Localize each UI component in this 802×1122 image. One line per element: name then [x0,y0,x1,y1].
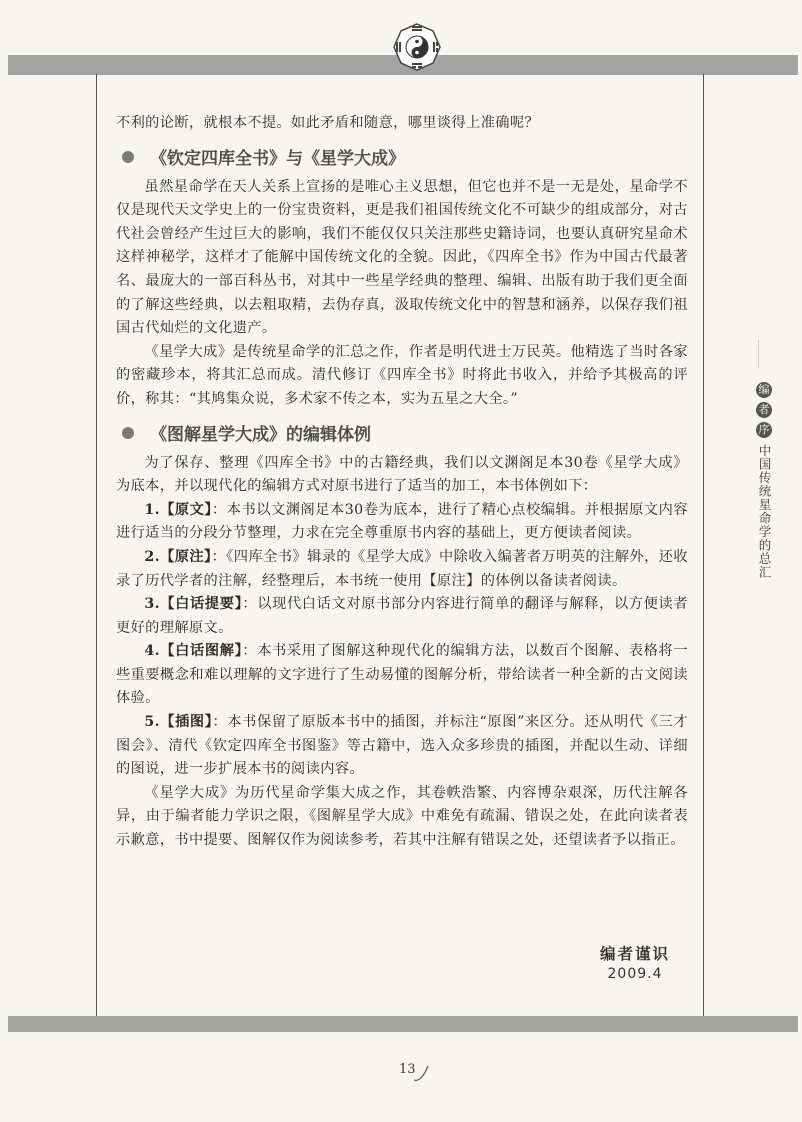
section-heading-2 [116,422,688,448]
list-item-5-label: 5.【插图】 [144,714,213,731]
section-heading-2-text: 《图解星学大成》的编辑体例 [150,424,371,445]
list-item-4-label: 4.【白话图解】 [144,643,243,660]
list-item-3 [116,593,688,640]
side-circle-2: 者 [756,402,772,418]
list-item-1-label: 1.【原文】 [144,501,213,518]
paragraph-1: 虽然星命学在天人关系上宣扬的是唯心主义思想，但它也并不是一无是处，星命学不仅是现代天文学史上的一份宝贵资料，更是我们祖国传统文化不可缺少的组成部分，对古代社会曾经产生过巨大的影响，我们不能仅仅只关注那些史籍诗词，也要认真研究星命术这样神秘学，这样才了能解中国传统文化的全貌。因此，《四库全书》作为中国古代最著名、最庞大的一部百科丛书，对其中一些星学经典的整理、编辑、出版有助于我们更全面的了解这些经典，以去粗取精，去伪存真，汲取传统文化中的智慧和涵养，以保存我们祖国古代灿烂的文化遗产。 [116,178,688,337]
signature-date: 2009.4 [607,966,663,982]
page-number-text: 13 [399,1062,416,1077]
list-item-1 [116,499,688,546]
list-item-3-label: 3.【白话提要】 [144,596,243,613]
list-item-5-text: ：本书保留了原版本书中的插图，并标注“原图”来区分。还从明代《三才图会》、清代《钦定四库全书图鉴》等古籍中，选入众多珍贵的插图，并配以生动、详细的图说，进一步扩展本书的阅读内容。 [116,714,688,778]
side-circle-3: 序 [756,422,772,438]
list-item-2-text: ：《四库全书》辑录的《星学大成》中除收入编著者万明英的注解外，还收录了历代学者的注解，经整理后，本书统一使用【原注】的体例以备读者阅读。 [116,548,688,589]
section-heading-1-text: 《钦定四库全书》与《星学大成》 [150,148,405,169]
signature-block [590,942,680,982]
side-title: 中国传统星命学的总汇 [757,444,772,579]
list-item-5 [116,711,688,782]
page-number-swash-icon [412,1062,430,1084]
signature-name: 编者谨识 [599,944,670,963]
bullet-icon [122,151,134,163]
footer-band [8,1016,798,1032]
list-item-4-text: ：本书采用了图解这种现代化的编辑方法，以数百个图解、表格将一些重要概念和难以理解的文字进行了生动易懂的图解分析，带给读者一种全新的古文阅读体验。 [116,643,688,707]
paragraph-3: 为了保存、整理《四库全书》中的古籍经典，我们以文渊阁足本30卷《星学大成》为底本，并以现代化的编辑方式对原书进行了适当的加工，本书体例如下： [116,454,688,495]
paragraph-intro: 不利的论断，就根本不提。如此矛盾和随意，哪里谈得上准确呢？ [116,115,540,131]
bullet-icon [122,427,134,439]
list-item-2-label: 2.【原注】 [144,548,212,565]
list-item-3-text: ：以现代白话文对原书部分内容进行简单的翻译与解释，以方便读者更好的理解原文。 [116,596,688,636]
section-heading-1 [116,146,688,172]
list-item-1-text: ：本书以文渊阁足本30卷为底本，进行了精心点校编辑。并根据原文内容进行适当的分段分节整理，力求在完全尊重原书内容的基础上，更方便读者阅读。 [116,501,688,542]
bagua-yinyang-icon [392,22,442,72]
list-item-4 [116,640,688,711]
list-item-2 [116,546,688,593]
body-text [116,112,688,853]
paragraph-2: 《星学大成》是传统星命学的汇总之作，作者是明代进士万民英。他精选了当时各家的密藏珍本，将其汇总而成。清代修订《四库全书》时将此书收入，并给予其极高的评价，称其：“其鸠集众说，多术家不传之本，实为五星之大全。” [116,343,688,407]
side-divider [758,340,759,368]
paragraph-closing: 《星学大成》为历代星命学集大成之作，其卷帙浩繁、内容博杂艰深，历代注解各异，由于编者能力学识之限，《图解星学大成》中难免有疏漏、错误之处，在此向读者表示歉意，书中提要、图解仅作为阅读参考，若其中注解有错误之处，还望读者予以指正。 [116,784,688,849]
side-chapter-label [746,382,782,579]
side-circle-1: 编 [756,382,772,398]
